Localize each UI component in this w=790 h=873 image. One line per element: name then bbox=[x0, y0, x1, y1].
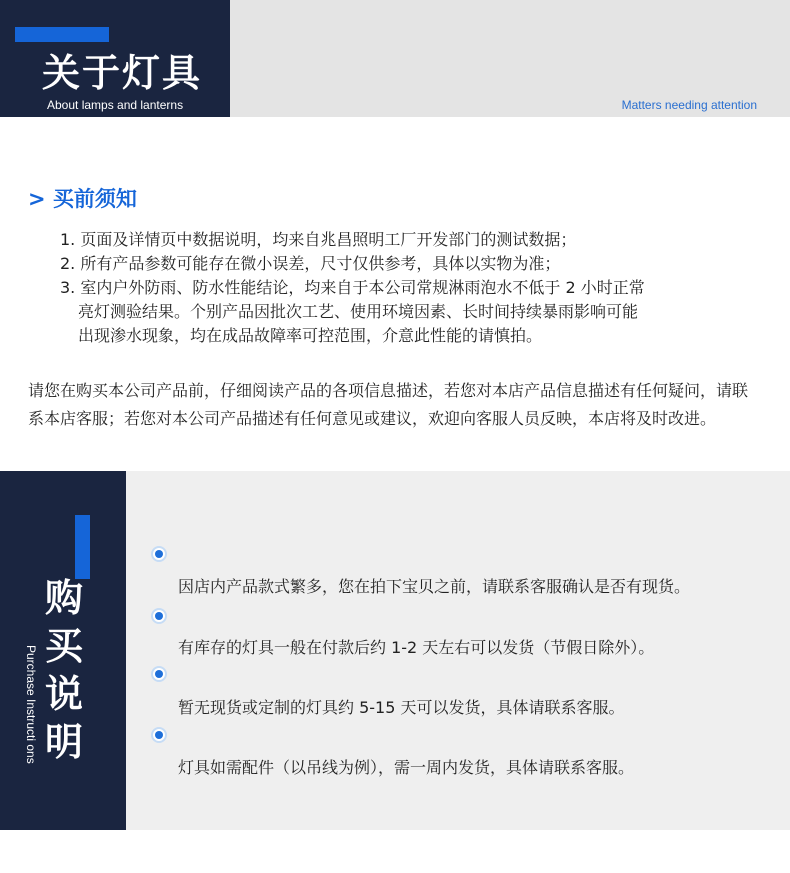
purchase-item-2: 有库存的灯具一般在付款后约 1-2 天左右可以发货（节假日除外）。 bbox=[178, 638, 655, 657]
notice-list bbox=[60, 228, 760, 348]
notice-heading: > 买前须知 bbox=[28, 187, 137, 211]
purchase-section bbox=[0, 471, 790, 830]
bullet-dot-icon bbox=[151, 608, 167, 624]
purchase-item-1: 因店内产品款式繁多，您在拍下宝贝之前，请联系客服确认是否有现货。 bbox=[178, 577, 691, 596]
purchase-accent-bar bbox=[75, 515, 90, 579]
bullet-dot-icon bbox=[151, 546, 167, 562]
header-accent-bar bbox=[15, 27, 109, 42]
header-title: 关于灯具 bbox=[42, 51, 203, 95]
notice-item-3-line-2: 亮灯测验结果。个别产品因批次工艺、使用环境因素、长时间持续暴雨影响可能 bbox=[78, 302, 639, 321]
notice-item-3: 3. 室内户外防雨、防水性能结论，均来自于本公司常规淋雨泡水不低于 2 小时正常 bbox=[60, 278, 645, 297]
header-right-caption: Matters needing attention bbox=[621, 98, 757, 112]
bullet-dot-icon bbox=[151, 666, 167, 682]
notice-item-1: 1. 页面及详情页中数据说明，均来自兆昌照明工厂开发部门的测试数据； bbox=[60, 230, 577, 249]
header-banner bbox=[0, 0, 790, 117]
notice-paragraph: 请您在购买本公司产品前，仔细阅读产品的各项信息描述，若您对本店产品信息描述有任何疑问，请联系本店客服；若您对本公司产品描述有任何意见或建议，欢迎向客服人员反映，本店将及时改进。 bbox=[28, 381, 749, 428]
purchase-item-3: 暂无现货或定制的灯具约 5-15 天可以发货，具体请联系客服。 bbox=[178, 698, 625, 717]
purchase-subtitle: Purchase Instructi ons bbox=[24, 645, 38, 764]
purchase-item-4: 灯具如需配件（以吊线为例），需一周内发货，具体请联系客服。 bbox=[178, 758, 635, 777]
purchase-title: 购买说明 bbox=[44, 576, 83, 764]
notice-item-3-line-3: 出现渗水现象，均在成品故障率可控范围，介意此性能的请慎拍。 bbox=[78, 326, 543, 345]
header-subtitle: About lamps and lanterns bbox=[47, 98, 184, 112]
notice-item-2: 2. 所有产品参数可能存在微小误差，尺寸仅供参考，具体以实物为准； bbox=[60, 254, 561, 273]
bullet-dot-icon bbox=[151, 727, 167, 743]
